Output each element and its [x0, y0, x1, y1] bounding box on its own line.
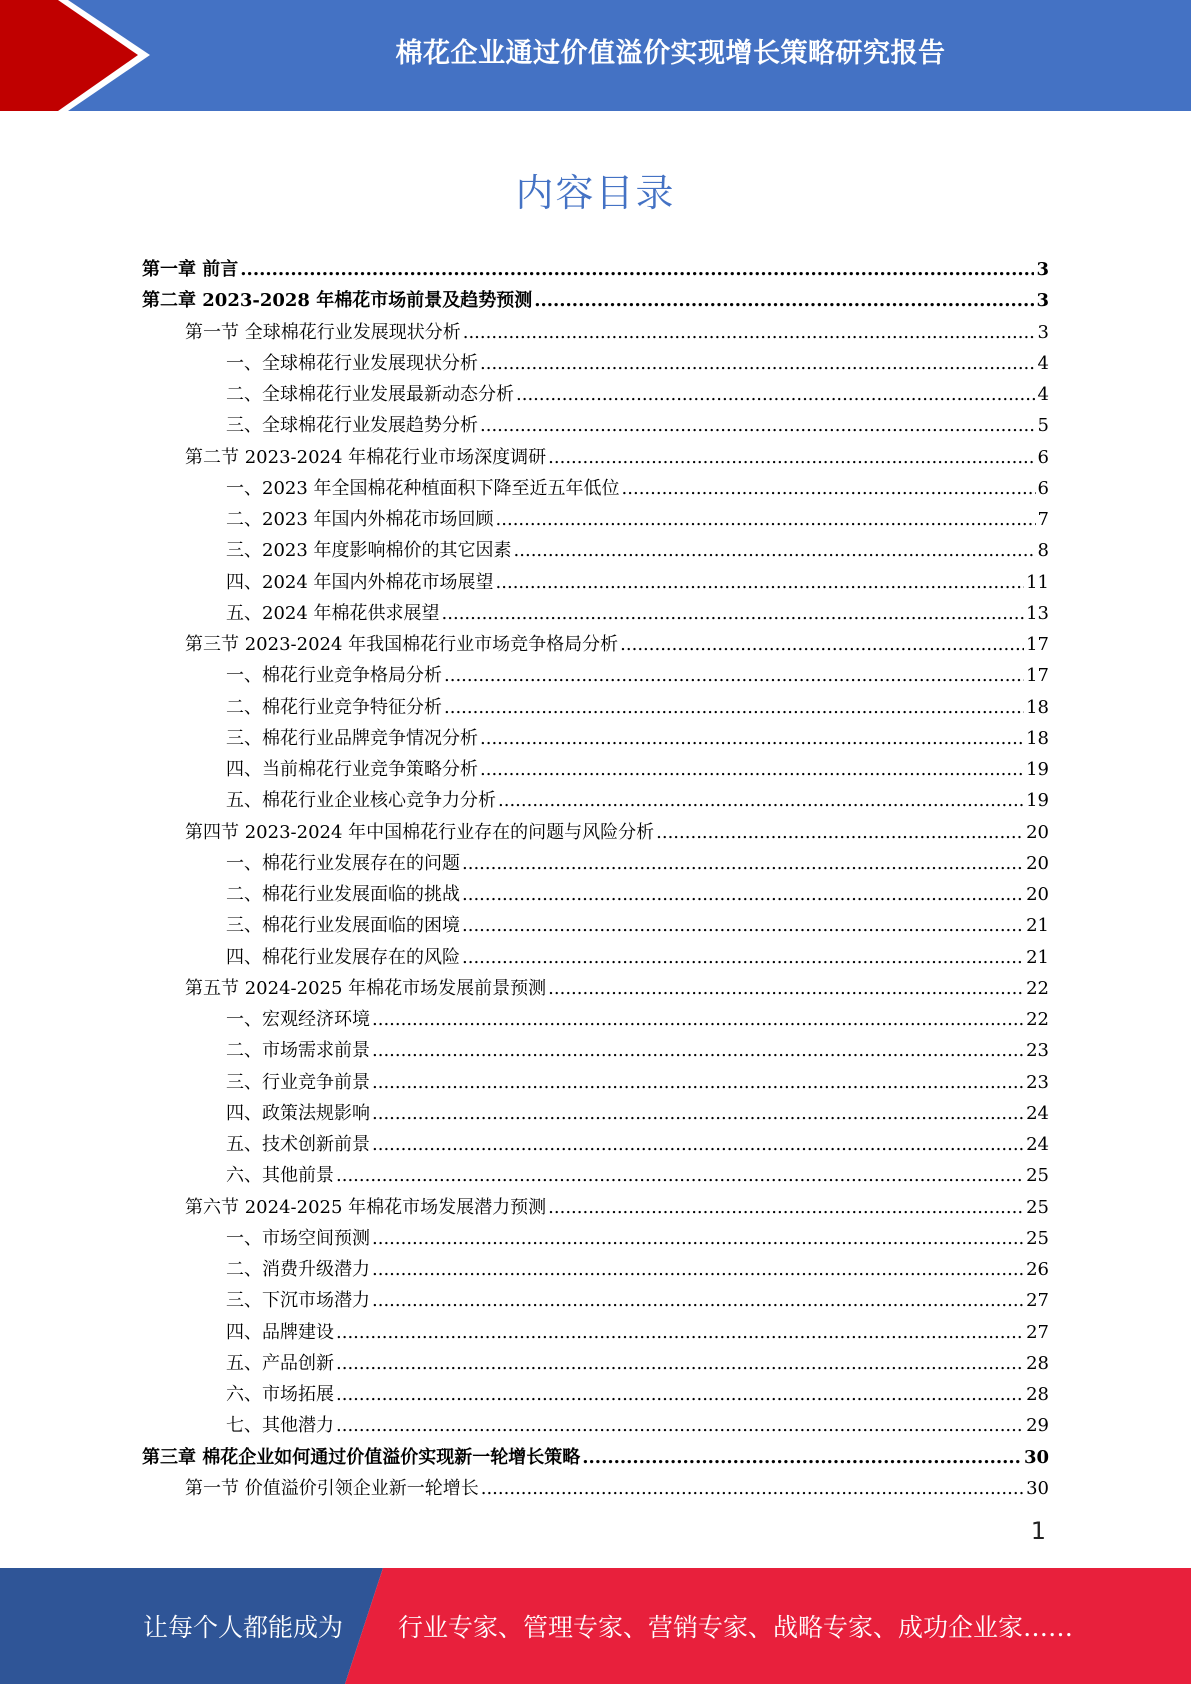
toc-entry-label: 一、市场空间预测 — [226, 1227, 370, 1249]
toc-entry[interactable] — [142, 848, 1049, 879]
toc-entry-label: 五、产品创新 — [226, 1352, 334, 1374]
toc-leader-dots — [462, 942, 1024, 973]
toc-entry-page: 20 — [1026, 884, 1049, 905]
toc-leader-dots — [444, 660, 1024, 691]
toc-entry-label: 二、棉花行业发展面临的挑战 — [226, 884, 460, 905]
toc-entry[interactable] — [142, 1004, 1049, 1035]
toc-entry-label: 二、市场需求前景 — [226, 1040, 370, 1062]
page-number: 1 — [1030, 1517, 1046, 1545]
toc-entry-page: 20 — [1026, 821, 1049, 843]
toc-entry-label: 第六节 2024-2025 年棉花市场发展潜力预测 — [185, 1196, 547, 1218]
toc-leader-dots — [480, 410, 1036, 441]
toc-entry[interactable] — [142, 1348, 1049, 1379]
toc-entry-label: 四、棉花行业发展存在的风险 — [226, 946, 460, 968]
toc-entry-page: 6 — [1037, 477, 1049, 499]
toc-entry-label: 第二章 2023-2028 年棉花市场前景及趋势预测 — [142, 290, 533, 312]
toc-leader-dots — [462, 848, 1024, 879]
toc-leader-dots — [444, 692, 1024, 723]
toc-entry[interactable] — [142, 817, 1049, 848]
toc-entry-page: 19 — [1026, 759, 1049, 780]
toc-leader-dots — [480, 348, 1036, 379]
toc-entry-label: 七、其他潜力 — [226, 1415, 334, 1437]
toc-entry-page: 30 — [1023, 1446, 1049, 1468]
toc-entry[interactable] — [142, 1035, 1049, 1066]
toc-entry-page: 18 — [1026, 696, 1049, 718]
toc-entry-label: 四、当前棉花行业竞争策略分析 — [226, 759, 478, 780]
toc-leader-dots — [463, 317, 1036, 348]
toc-entry-page: 24 — [1026, 1102, 1049, 1124]
toc-entry[interactable] — [142, 254, 1049, 285]
toc-leader-dots — [462, 879, 1024, 910]
toc-entry-label: 三、棉花行业发展面临的困境 — [226, 915, 460, 937]
toc-entry[interactable] — [142, 1129, 1049, 1160]
toc-entry-page: 18 — [1026, 727, 1049, 749]
toc-leader-dots — [548, 442, 1035, 473]
toc-entry-page: 25 — [1026, 1227, 1049, 1249]
toc-entry[interactable] — [142, 692, 1049, 723]
toc-entry-page: 3 — [1037, 321, 1049, 343]
toc-entry-label: 一、棉花行业发展存在的问题 — [226, 852, 460, 874]
toc-leader-dots — [548, 973, 1024, 1004]
toc-entry-page: 17 — [1026, 634, 1049, 655]
toc-leader-dots — [480, 754, 1024, 785]
toc-leader-dots — [496, 504, 1036, 535]
toc-entry[interactable] — [142, 1223, 1049, 1254]
toc-leader-dots — [498, 785, 1024, 816]
toc-entry-label: 四、品牌建设 — [226, 1321, 334, 1343]
toc-entry[interactable] — [142, 1192, 1049, 1223]
toc-entry-label: 一、棉花行业竞争格局分析 — [226, 665, 442, 687]
header-banner — [0, 0, 1191, 111]
toc-entry-page: 27 — [1026, 1321, 1049, 1343]
toc-entry[interactable] — [142, 317, 1049, 348]
toc-entry-label: 五、棉花行业企业核心竞争力分析 — [226, 790, 496, 812]
toc-entry-label: 第一节 全球棉花行业发展现状分析 — [185, 321, 461, 343]
toc-entry-page: 28 — [1026, 1384, 1049, 1405]
toc-entry[interactable] — [142, 442, 1049, 473]
toc-entry[interactable] — [142, 1098, 1049, 1129]
toc-entry-label: 第三节 2023-2024 年我国棉花行业市场竞争格局分析 — [185, 634, 619, 655]
toc-entry[interactable] — [142, 1317, 1049, 1348]
toc-leader-dots — [372, 1098, 1024, 1129]
toc-entry-label: 三、棉花行业品牌竞争情况分析 — [226, 727, 478, 749]
toc-leader-dots — [582, 1442, 1022, 1473]
toc-entry-label: 第五节 2024-2025 年棉花市场发展前景预测 — [185, 977, 547, 999]
toc-entry[interactable] — [142, 879, 1049, 910]
toc-entry-page: 17 — [1026, 665, 1049, 687]
toc-entry[interactable] — [142, 379, 1049, 410]
toc-entry-label: 三、下沉市场潜力 — [226, 1290, 370, 1312]
toc-entry-label: 四、2024 年国内外棉花市场展望 — [226, 571, 494, 593]
toc-leader-dots — [336, 1348, 1024, 1379]
table-of-contents — [142, 254, 1049, 1504]
footer-slogan-left: 让每个人都能成为 — [143, 1613, 344, 1642]
toc-leader-dots — [442, 598, 1025, 629]
toc-entry-label: 三、行业竞争前景 — [226, 1071, 370, 1093]
toc-leader-dots — [372, 1129, 1024, 1160]
toc-entry-page: 23 — [1026, 1040, 1049, 1062]
toc-entry[interactable] — [142, 1473, 1049, 1504]
toc-entry[interactable] — [142, 598, 1049, 629]
toc-entry-page: 27 — [1026, 1290, 1049, 1312]
toc-entry-page: 24 — [1026, 1134, 1049, 1155]
toc-leader-dots — [372, 1035, 1024, 1066]
toc-entry-label: 第一章 前言 — [142, 259, 239, 280]
toc-leader-dots — [372, 1285, 1024, 1316]
toc-entry-label: 一、全球棉花行业发展现状分析 — [226, 352, 478, 374]
toc-entry[interactable] — [142, 567, 1049, 598]
toc-entry[interactable] — [142, 754, 1049, 785]
toc-entry-label: 三、全球棉花行业发展趋势分析 — [226, 415, 478, 437]
toc-entry[interactable] — [142, 1410, 1049, 1441]
toc-entry-page: 25 — [1026, 1165, 1049, 1187]
toc-entry-page: 6 — [1037, 446, 1049, 468]
toc-leader-dots — [336, 1317, 1024, 1348]
toc-entry-page: 22 — [1026, 977, 1049, 999]
toc-entry-page: 22 — [1026, 1009, 1049, 1030]
toc-leader-dots — [336, 1379, 1024, 1410]
footer-slogan-right: 行业专家、管理专家、营销专家、战略专家、成功企业家…… — [398, 1613, 1074, 1642]
toc-entry-label: 一、2023 年全国棉花种植面积下降至近五年低位 — [226, 477, 620, 499]
toc-leader-dots — [514, 535, 1036, 566]
toc-entry[interactable] — [142, 1160, 1049, 1191]
toc-entry[interactable] — [142, 973, 1049, 1004]
toc-leader-dots — [372, 1223, 1024, 1254]
toc-entry-page: 28 — [1026, 1352, 1049, 1374]
toc-leader-dots — [462, 910, 1024, 941]
toc-entry-label: 第三章 棉花企业如何通过价值溢价实现新一轮增长策略 — [142, 1446, 581, 1468]
toc-entry[interactable] — [142, 723, 1049, 754]
toc-leader-dots — [372, 1254, 1024, 1285]
toc-entry-page: 23 — [1026, 1071, 1049, 1093]
toc-entry-label: 第一节 价值溢价引领企业新一轮增长 — [185, 1477, 479, 1499]
toc-leader-dots — [622, 473, 1036, 504]
toc-entry-label: 五、2024 年棉花供求展望 — [226, 602, 440, 624]
toc-entry-label: 二、棉花行业竞争特征分析 — [226, 696, 442, 718]
toc-entry-page: 8 — [1037, 540, 1049, 562]
toc-entry[interactable] — [142, 629, 1049, 660]
toc-entry-page: 5 — [1037, 415, 1049, 437]
toc-leader-dots — [372, 1004, 1024, 1035]
toc-entry-label: 第二节 2023-2024 年棉花行业市场深度调研 — [185, 446, 547, 468]
toc-leader-dots — [480, 723, 1024, 754]
toc-entry[interactable] — [142, 504, 1049, 535]
toc-leader-dots — [656, 817, 1024, 848]
toc-entry[interactable] — [142, 660, 1049, 691]
toc-entry[interactable] — [142, 535, 1049, 566]
toc-entry-label: 四、政策法规影响 — [226, 1102, 370, 1124]
toc-entry[interactable] — [142, 410, 1049, 441]
toc-entry[interactable] — [142, 1379, 1049, 1410]
toc-leader-dots — [240, 254, 1034, 285]
toc-entry-page: 3 — [1036, 259, 1049, 280]
toc-leader-dots — [372, 1067, 1024, 1098]
toc-leader-dots — [516, 379, 1036, 410]
toc-entry[interactable] — [142, 285, 1049, 316]
toc-leader-dots — [496, 567, 1025, 598]
toc-leader-dots — [534, 285, 1034, 316]
toc-entry[interactable] — [142, 348, 1049, 379]
toc-entry-page: 21 — [1026, 946, 1049, 968]
toc-entry-page: 11 — [1026, 571, 1049, 593]
footer-banner — [0, 1568, 1191, 1684]
toc-leader-dots — [548, 1192, 1024, 1223]
toc-entry[interactable] — [142, 1254, 1049, 1285]
toc-entry-page: 30 — [1026, 1477, 1049, 1499]
toc-entry-label: 五、技术创新前景 — [226, 1134, 370, 1155]
toc-entry[interactable] — [142, 473, 1049, 504]
toc-entry-label: 二、2023 年国内外棉花市场回顾 — [226, 509, 494, 530]
toc-entry[interactable] — [142, 910, 1049, 941]
toc-entry-label: 一、宏观经济环境 — [226, 1009, 370, 1030]
toc-entry-page: 25 — [1026, 1196, 1049, 1218]
toc-entry-page: 19 — [1026, 790, 1049, 812]
toc-entry-page: 29 — [1026, 1415, 1049, 1437]
toc-entry-label: 第四节 2023-2024 年中国棉花行业存在的问题与风险分析 — [185, 821, 655, 843]
toc-leader-dots — [336, 1410, 1024, 1441]
toc-entry-page: 13 — [1026, 602, 1049, 624]
toc-entry[interactable] — [142, 1285, 1049, 1316]
toc-entry-label: 二、消费升级潜力 — [226, 1259, 370, 1280]
toc-heading: 内容目录 — [515, 171, 676, 215]
toc-leader-dots — [481, 1473, 1024, 1504]
toc-entry-label: 六、市场拓展 — [226, 1384, 334, 1405]
toc-entry-page: 4 — [1037, 384, 1049, 405]
toc-entry-page: 4 — [1037, 352, 1049, 374]
toc-entry-page: 21 — [1026, 915, 1049, 937]
toc-entry-page: 3 — [1036, 290, 1049, 312]
toc-entry-label: 二、全球棉花行业发展最新动态分析 — [226, 384, 514, 405]
toc-entry[interactable] — [142, 785, 1049, 816]
toc-entry-page: 26 — [1026, 1259, 1049, 1280]
toc-entry-page: 20 — [1026, 852, 1049, 874]
report-title: 棉花企业通过价值溢价实现增长策略研究报告 — [395, 37, 946, 69]
toc-entry-label: 六、其他前景 — [226, 1165, 334, 1187]
toc-entry[interactable] — [142, 1442, 1049, 1473]
toc-leader-dots — [336, 1160, 1024, 1191]
toc-entry[interactable] — [142, 942, 1049, 973]
toc-entry-label: 三、2023 年度影响棉价的其它因素 — [226, 540, 512, 562]
toc-entry-page: 7 — [1037, 509, 1049, 530]
toc-leader-dots — [620, 629, 1024, 660]
toc-entry[interactable] — [142, 1067, 1049, 1098]
